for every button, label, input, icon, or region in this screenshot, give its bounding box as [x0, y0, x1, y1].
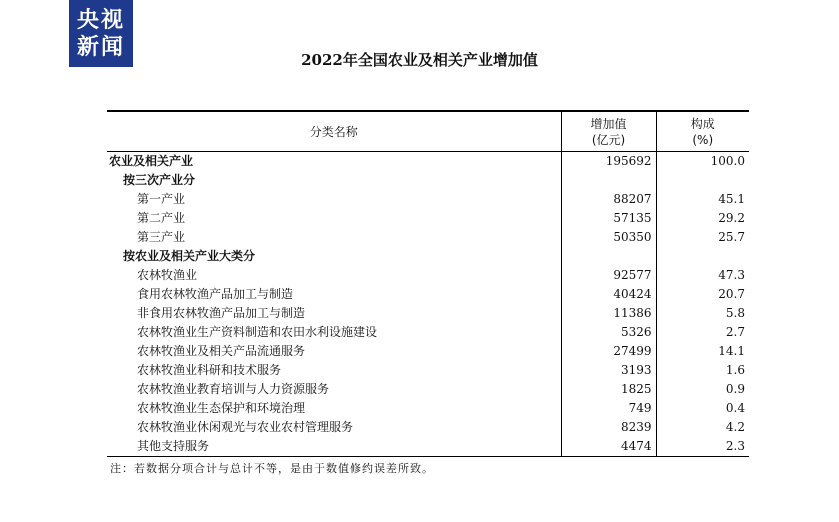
data-table-container	[107, 110, 749, 457]
table-row	[107, 323, 749, 342]
row-share-cell	[656, 171, 749, 190]
row-value-cell: 50350	[561, 228, 656, 247]
row-name-cell: 农林牧渔业	[137, 268, 198, 282]
data-table	[107, 110, 749, 457]
table-row	[107, 228, 749, 247]
row-value-cell: 3193	[561, 361, 656, 380]
row-value-cell	[561, 171, 656, 190]
row-share-cell: 0.4	[656, 399, 749, 418]
header-share-line1: 构成	[690, 116, 715, 131]
row-value-cell: 40424	[561, 285, 656, 304]
logo-line-2: 新闻	[76, 34, 125, 60]
table-row	[107, 171, 749, 190]
row-value-cell: 88207	[561, 190, 656, 209]
page-title: 2022年全国农业及相关产业增加值	[301, 51, 538, 69]
row-share-cell: 4.2	[656, 418, 749, 437]
row-name-cell: 农林牧渔业科研和技术服务	[137, 363, 282, 377]
row-share-cell: 1.6	[656, 361, 749, 380]
table-row	[107, 342, 749, 361]
table-row	[107, 418, 749, 437]
row-name-cell: 按农业及相关产业大类分	[123, 249, 256, 263]
row-name-cell: 非食用农林牧渔产品加工与制造	[137, 306, 306, 320]
table-row	[107, 285, 749, 304]
row-name-cell: 按三次产业分	[123, 173, 196, 187]
table-row	[107, 399, 749, 418]
row-value-cell: 11386	[561, 304, 656, 323]
row-name-cell: 食用农林牧渔产品加工与制造	[137, 287, 294, 301]
footnote: 注：若数据分项合计与总计不等，是由于数值修约误差所致。	[110, 462, 434, 475]
row-name-cell: 第二产业	[137, 211, 186, 225]
header-value-line2: (亿元)	[591, 132, 626, 147]
row-value-cell: 8239	[561, 418, 656, 437]
row-share-cell: 29.2	[656, 209, 749, 228]
table-row	[107, 266, 749, 285]
table-body	[107, 152, 749, 457]
row-share-cell: 2.3	[656, 437, 749, 457]
row-value-cell: 749	[561, 399, 656, 418]
row-value-cell: 4474	[561, 437, 656, 457]
row-value-cell: 1825	[561, 380, 656, 399]
row-share-cell: 45.1	[656, 190, 749, 209]
row-name-cell: 农业及相关产业	[109, 154, 194, 168]
row-share-cell: 0.9	[656, 380, 749, 399]
header-share	[656, 111, 749, 152]
table-row	[107, 380, 749, 399]
row-share-cell: 2.7	[656, 323, 749, 342]
table-row	[107, 209, 749, 228]
row-name-cell: 农林牧渔业生态保护和环境治理	[137, 401, 306, 415]
row-name-cell: 第一产业	[137, 192, 186, 206]
table-row	[107, 304, 749, 323]
header-value	[561, 111, 656, 152]
table-row	[107, 437, 749, 457]
header-name	[107, 111, 561, 152]
row-name-cell: 农林牧渔业休闲观光与农业农村管理服务	[137, 420, 354, 434]
row-share-cell: 100.0	[656, 152, 749, 172]
row-value-cell: 92577	[561, 266, 656, 285]
row-name-cell: 农林牧渔业教育培训与人力资源服务	[137, 382, 330, 396]
table-header-row	[107, 111, 749, 152]
row-name-cell: 其他支持服务	[137, 439, 210, 453]
header-value-line1: 增加值	[590, 116, 627, 131]
table-row	[107, 152, 749, 172]
row-name-cell: 农林牧渔业及相关产品流通服务	[137, 344, 306, 358]
table-row	[107, 361, 749, 380]
row-value-cell: 195692	[561, 152, 656, 172]
row-share-cell: 14.1	[656, 342, 749, 361]
row-value-cell: 5326	[561, 323, 656, 342]
logo-line-1: 央视	[76, 7, 125, 33]
row-value-cell: 27499	[561, 342, 656, 361]
header-name-label: 分类名称	[309, 124, 358, 139]
table-row	[107, 190, 749, 209]
row-share-cell: 25.7	[656, 228, 749, 247]
table-row	[107, 247, 749, 266]
row-share-cell: 20.7	[656, 285, 749, 304]
header-share-line2: (%)	[692, 132, 714, 147]
row-name-cell: 农林牧渔业生产资料制造和农田水利设施建设	[137, 325, 378, 339]
row-name-cell: 第三产业	[137, 230, 186, 244]
row-value-cell: 57135	[561, 209, 656, 228]
row-share-cell: 47.3	[656, 266, 749, 285]
row-share-cell	[656, 247, 749, 266]
row-value-cell	[561, 247, 656, 266]
row-share-cell: 5.8	[656, 304, 749, 323]
